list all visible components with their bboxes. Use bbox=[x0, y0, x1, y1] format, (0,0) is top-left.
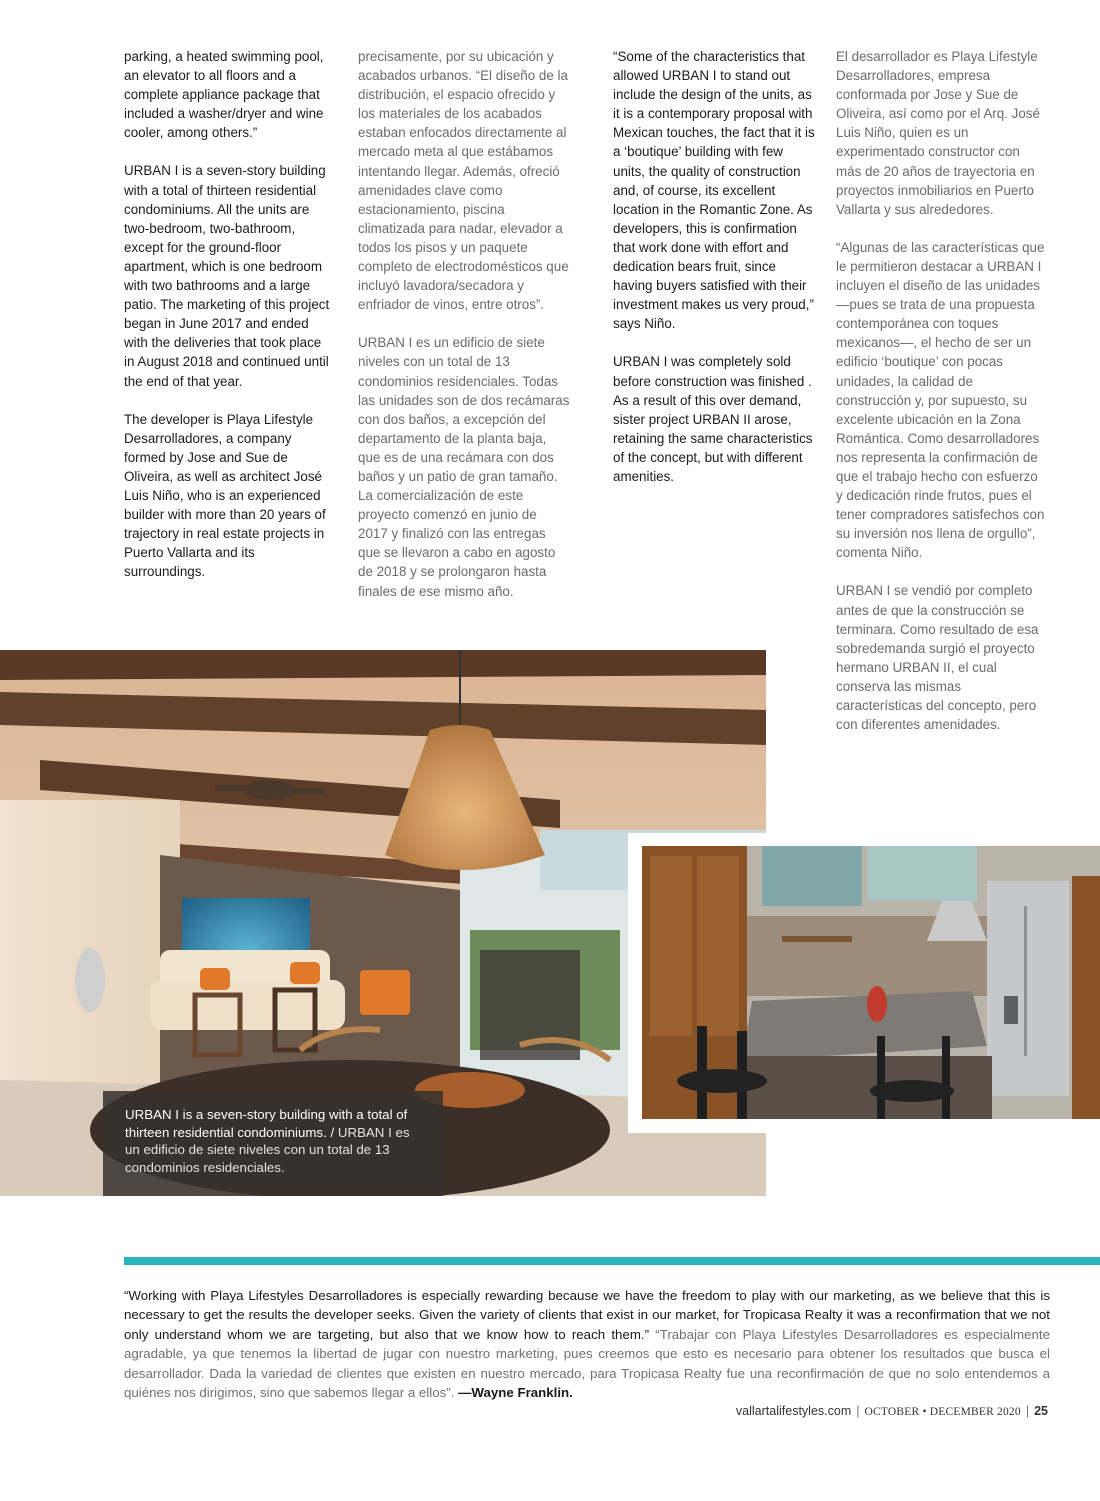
caption-spanish: URBAN I es un edificio de siete niveles con un total de 13 condominios residenciales. bbox=[125, 1124, 410, 1175]
footer-site: vallartalifestyles.com bbox=[735, 1404, 852, 1418]
paragraph: URBAN I es un edificio de siete niveles con un total de 13 condominios residenciales. Todas las unidades son de dos recámaras con dos baños, a excepción del departamento de la planta baja, que es de una recámara con dos baños y un patio de gran tamaño. La comercialización de este proyecto comenzó en junio de 2017 y finalizó con las entregas que se llevaron a cabo en agosto de 2018 y se prolongaron hasta finales de ese mismo año. bbox=[358, 335, 570, 599]
quote-author: —Wayne Franklin. bbox=[454, 1385, 573, 1401]
paragraph: “Algunas de las características que le permitieron destacar a URBAN I incluyen el diseño de las unidades —pues se trata de una propuesta contemporánea con toques mexicanos—, el hecho de ser un edificio ‘boutique’ con pocas unidades, la calidad de construcción y, por supuesto, su excelente ubicación en la Zona Romántica. Como desarrolladores nos representa la confirmación de que el trabajo hecho con esfuerzo y dedicación rinde frutos, pues el tener compradores satisfechos con su inversión nos llena de orgullo”, comenta Niño. bbox=[836, 239, 1045, 561]
pull-quote bbox=[124, 1286, 1050, 1402]
paragraph: “Some of the characteristics that allowed URBAN I to stand out include the design of the units, as it is a contemporary proposal with Mexican touches, the fact that it is a ‘boutique’ building with few units, the quality of construction and, of course, its excellent location in the Romantic Zone. As developers, this is confirmation that work done with effort and dedication bears fruit, since having buyers satisfied with their investment makes us very proud,” says Niño. bbox=[613, 49, 815, 332]
photo-caption bbox=[103, 1091, 443, 1196]
article-column-3 bbox=[613, 47, 817, 505]
paragraph: parking, a heated swimming pool, an elevator to all floors and a complete appliance package that included a washer/dryer and wine cooler, among others.” bbox=[124, 49, 324, 141]
kitchen-photo-frame bbox=[628, 833, 1100, 1133]
page-footer bbox=[736, 1404, 1048, 1418]
paragraph: The developer is Playa Lifestyle Desarrolladores, a company formed by Jose and Sue de Oliveira, as well as architect José Luis Niño, who is an experienced builder with more than 20 years of trajectory in real estate projects in Puerto Vallarta and its surroundings. bbox=[124, 411, 326, 580]
paragraph: URBAN I is a seven-story building with a total of thirteen residential condominiums. All the units are two-bedroom, two-bathroom, except for the ground-floor apartment, which is one bedroom with two bathrooms and a large patio. The marketing of this project began in June 2017 and ended with the deliveries that took place in August 2018 and continued until the end of that year. bbox=[124, 163, 330, 389]
page-number: 25 bbox=[1034, 1404, 1048, 1418]
paragraph: precisamente, por su ubicación y acabados urbanos. “El diseño de la distribución, el espacio ofrecido y los materiales de los acabados estaban enfocados directamente al mercado meta al que estábamos intentando llegar. Además, ofreció amenidades clave como estacionamiento, piscina climatizada para nadar, elevador a todos los pisos y un paquete completo de electrodomésticos que incluyó lavadora/secadora y enfriador de vinos, entre otros”. bbox=[358, 49, 569, 313]
quote-english: “Working with Playa Lifestyles Desarrolladores is especially rewarding because we have the freedom to play with our marketing, as we believe that this is necessary to get the results the developer seeks. Given the variety of clients that exist in our market, for Tropicasa Realty it was a reconfirmation that we not only understand whom we are targeting, but also that we know how to reach them.” bbox=[124, 1288, 1050, 1342]
article-column-1 bbox=[124, 47, 334, 600]
accent-rule bbox=[124, 1257, 1100, 1265]
footer-issue-date: OCTOBER • DECEMBER 2020 bbox=[864, 1406, 1021, 1418]
paragraph: El desarrollador es Playa Lifestyle Desarrolladores, empresa conformada por Jose y Sue de Oliveira, así como por el Arq. José Luis Niño, quien es un experimentado constructor con más de 20 años de trayectoria en proyectos inmobiliarios en Puerto Vallarta y sus alrededores. bbox=[836, 49, 1040, 217]
caption-english: URBAN I is a seven-story building with a total of thirteen residential condominiums. / bbox=[125, 1107, 408, 1140]
kitchen-photo bbox=[642, 846, 1100, 1119]
article-column-4 bbox=[836, 47, 1048, 753]
article-column-2 bbox=[358, 47, 570, 620]
footer-separator: | bbox=[856, 1404, 860, 1418]
paragraph: URBAN I se vendió por completo antes de que la construcción se terminara. Como resultado de esa sobredemanda surgió el proyecto hermano URBAN II, el cual conserva las mismas características del concepto, pero con diferentes amenidades. bbox=[836, 583, 1039, 733]
quote-spanish: “Trabajar con Playa Lifestyles Desarrolladores es especialmente agradable, ya que tenemos la libertad de jugar con nuestro marketing, pues creemos que esto es necesario para obtener los resultados que busca el desarrollador. Dada la variedad de clientes que existen en nuestro mercado, para Tropicasa Realty fue una reconfirmación de que no solo entendemos a quiénes nos dirigimos, sino que sabemos llegar a ellos”. bbox=[124, 1326, 1050, 1401]
kitchen-illustration bbox=[642, 846, 1100, 1119]
footer-separator: | bbox=[1025, 1404, 1030, 1418]
paragraph: URBAN I was completely sold before construction was finished . As a result of this over demand, sister project URBAN II arose, retaining the same characteristics of the concept, but with different amenities. bbox=[613, 354, 813, 484]
